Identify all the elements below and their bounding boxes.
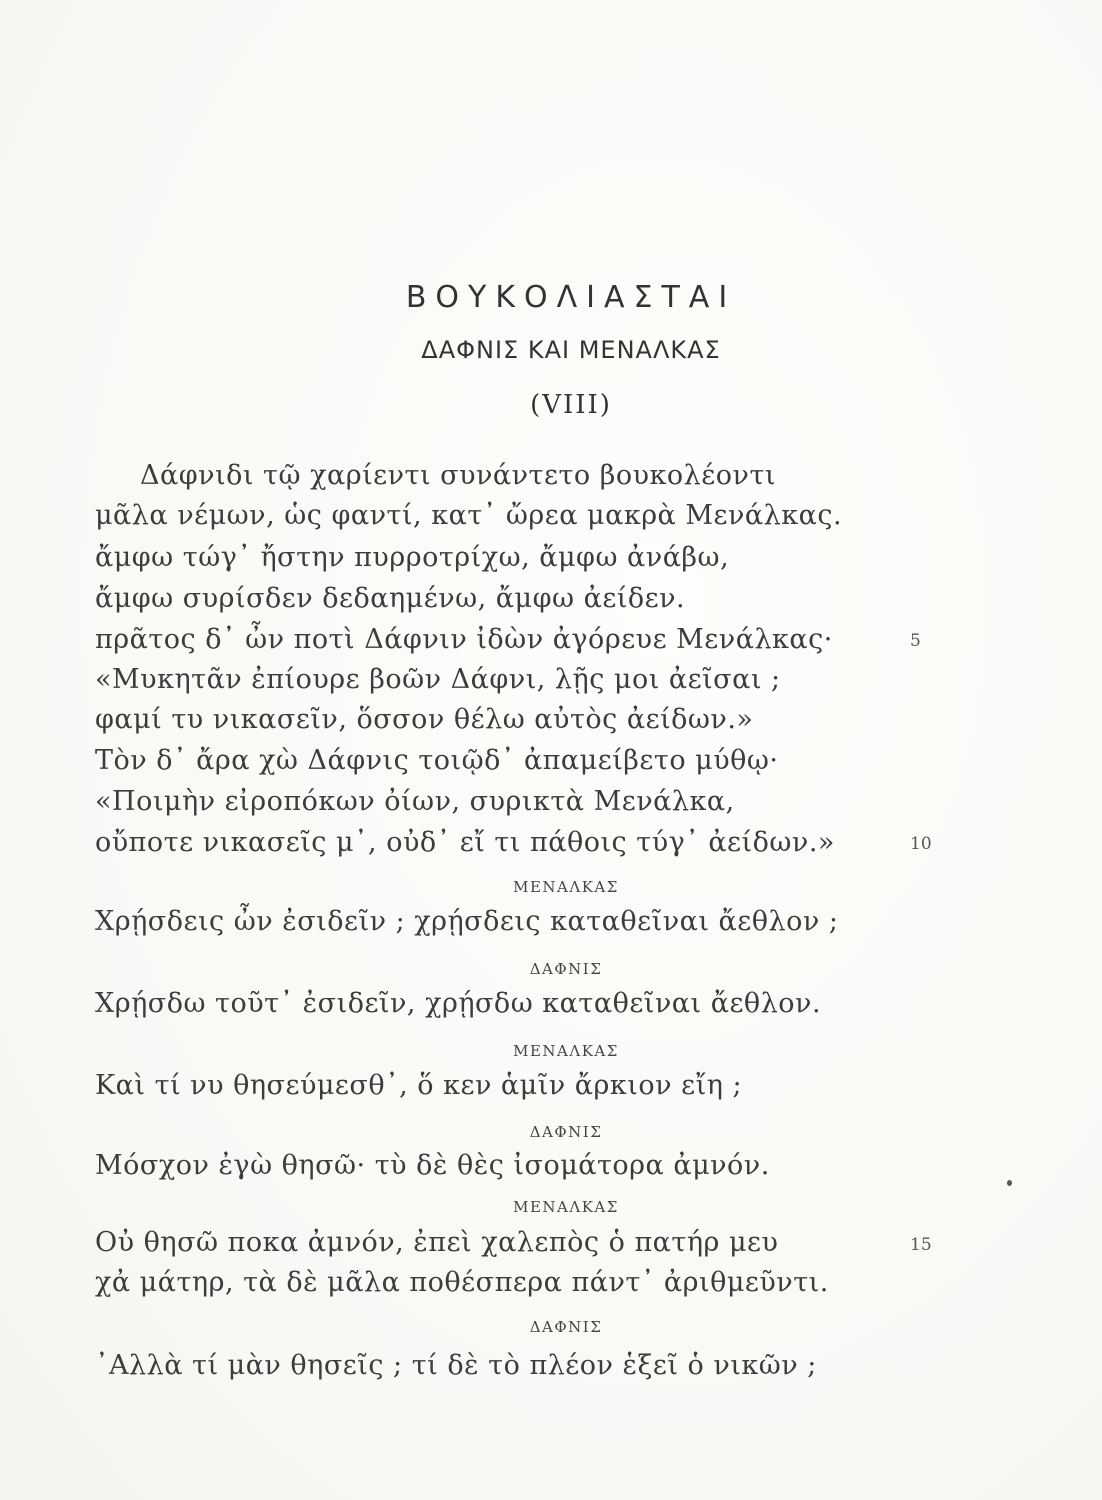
verse-line: ἄμφω συρίσδεν δεδαημένω, ἄμφω ἀείδεν. [95, 583, 686, 614]
verse-line: «Μυκητᾶν ἐπίουρε βοῶν Δάφνι, λῇς μοι ἀεῖσαι ; [95, 664, 781, 695]
speaker-label: ΜΕΝΑΛΚΑΣ [513, 1198, 619, 1216]
speaker-label: ΔΑΦΝΙΣ [529, 960, 603, 978]
verse-line: Μόσχον ἐγὼ θησῶ· τὺ δὲ θὲς ἰσομάτορα ἀμνόν. [95, 1150, 770, 1181]
speaker-label: ΜΕΝΑΛΚΑΣ [513, 1042, 619, 1060]
speaker-label: ΔΑΦΝΙΣ [529, 1123, 603, 1141]
poem-subtitle: ΔΑΦΝΙΣ ΚΑΙ ΜΕΝΑΛΚΑΣ [421, 336, 721, 364]
verse-line: Χρῄσδω τοῦτ᾽ ἐσιδεῖν, χρῄσδω καταθεῖναι ἄεθλον. [95, 988, 822, 1019]
verse-line: μᾶλα νέμων, ὡς φαντί, κατ᾽ ὤρεα μακρὰ Μενάλκας. [95, 500, 843, 531]
speaker-label: ΜΕΝΑΛΚΑΣ [513, 878, 619, 896]
verse-line: «Ποιμὴν εἰροπόκων ὀίων, συρικτὰ Μενάλκα, [95, 786, 735, 817]
verse-line: πρᾶτος δ᾽ ὦν ποτὶ Δάφνιν ἰδὼν ἀγόρευε Μενάλκας· [95, 624, 833, 655]
verse-line: οὔποτε νικασεῖς μ᾽, οὐδ᾽ εἴ τι πάθοις τύγ᾽ ἀείδων.» [95, 827, 835, 858]
verse-line: Καὶ τί νυ θησεύμεσθ᾽, ὅ κεν ἁμῖν ἄρκιον εἴη ; [95, 1070, 743, 1101]
line-number: 15 [910, 1235, 932, 1255]
poem-numeral: (VIII) [530, 390, 612, 420]
line-number: 10 [910, 834, 932, 854]
verse-line: φαμί τυ νικασεῖν, ὅσσον θέλω αὐτὸς ἀείδων.» [95, 704, 754, 735]
speaker-label: ΔΑΦΝΙΣ [529, 1318, 603, 1336]
line-number: 5 [910, 631, 921, 651]
verse-line: Τὸν δ᾽ ἄρα χὼ Δάφνις τοιῷδ᾽ ἀπαμείβετο μύθῳ· [95, 745, 779, 776]
ink-speck [1007, 1180, 1012, 1186]
poem-title: ΒΟΥΚΟΛΙΑΣΤΑΙ [405, 280, 737, 315]
verse-line: Οὐ θησῶ ποκα ἀμνόν, ἐπεὶ χαλεπὸς ὁ πατήρ μευ [95, 1227, 779, 1258]
verse-line: χἀ μάτηρ, τὰ δὲ μᾶλα ποθέσπερα πάντ᾽ ἀριθμεῦντι. [95, 1267, 829, 1298]
verse-line: ᾽Αλλὰ τί μὰν θησεῖς ; τί δὲ τὸ πλέον ἑξεῖ ὁ νικῶν ; [95, 1350, 817, 1381]
verse-line: Δάφνιδι τῷ χαρίεντι συνάντετο βουκολέοντι [140, 460, 776, 491]
verse-line: ἄμφω τώγ᾽ ἤστην πυρροτρίχω, ἄμφω ἀνάβω, [95, 542, 730, 573]
verse-line: Χρῄσδεις ὦν ἐσιδεῖν ; χρῄσδεις καταθεῖναι ἄεθλον ; [95, 906, 839, 937]
